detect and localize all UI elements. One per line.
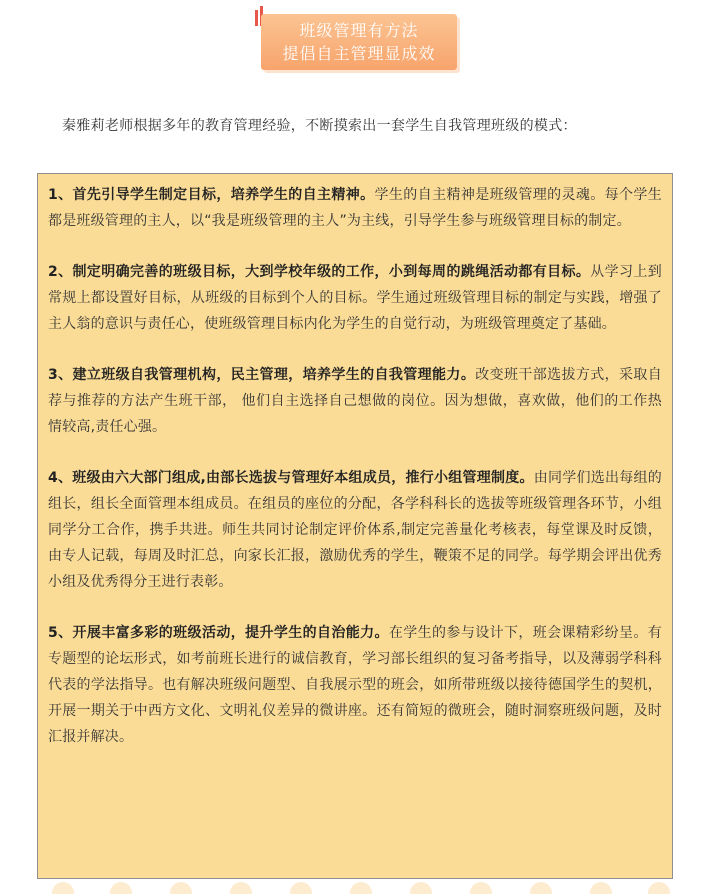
method-item-3 xyxy=(48,362,662,440)
dot-decoration xyxy=(410,882,432,894)
dot-decoration xyxy=(350,882,372,894)
method-heading: 2、制定明确完善的班级目标，大到学校年级的工作，小到每周的跳绳活动都有目标。 xyxy=(48,264,591,280)
method-body: 在学生的参与设计下，班会课精彩纷呈。有专题型的论坛形式，如考前班长进行的诚信教育，学习部长组织的复习备考指导，以及薄弱学科科代表的学法指导。也有解决班级问题型、自我展示型的班会，如所带班级以接待德国学生的契机，开展一期关于中西方文化、文明礼仪差异的微讲座。还有简短的微班会，随时洞察班级问题，及时汇报并解决。 xyxy=(48,625,662,745)
banner-title-line1: 班级管理有方法 xyxy=(299,21,419,40)
method-heading: 5、开展丰富多彩的班级活动，提升学生的自治能力。 xyxy=(48,625,389,641)
section-banner xyxy=(253,6,463,76)
dot-decoration xyxy=(530,882,552,894)
dot-decoration xyxy=(290,882,312,894)
dot-decoration xyxy=(230,882,252,894)
dot-decoration xyxy=(470,882,492,894)
dot-decoration xyxy=(52,882,74,894)
method-heading: 3、建立班级自我管理机构，民主管理，培养学生的自我管理能力。 xyxy=(48,367,476,383)
method-item-5 xyxy=(48,620,662,750)
intro-paragraph: 秦雅莉老师根据多年的教育管理经验，不断摸索出一套学生自我管理班级的模式： xyxy=(62,118,577,134)
method-item-4 xyxy=(48,465,662,595)
banner-title-box xyxy=(261,14,457,70)
banner-title-line2: 提倡自主管理显成效 xyxy=(282,44,436,63)
method-body: 由同学们选出每组的组长，组长全面管理本组成员。在组员的座位的分配，各学科科长的选拔等班级管理各环节，小组同学分工合作，携手共进。师生共同讨论制定评价体系,制定完善量化考核表，每堂课及时反馈，由专人记载，每周及时汇总，向家长汇报，激励优秀的学生，鞭策不足的同学。每学期会评出优秀小组及优秀得分王进行表彰。 xyxy=(48,470,662,590)
method-heading: 1、首先引导学生制定目标，培养学生的自主精神。 xyxy=(48,187,375,203)
method-item-1 xyxy=(48,182,662,234)
method-heading: 4、班级由六大部门组成,由部长选拔与管理好本组成员，推行小组管理制度。 xyxy=(48,470,534,486)
method-body: 从学习上到常规上都设置好目标，从班级的目标到个人的目标。学生通过班级管理目标的制定与实践，增强了主人翁的意识与责任心，使班级管理目标内化为学生的自觉行动，为班级管理奠定了基础。 xyxy=(48,264,662,332)
dot-decoration xyxy=(590,882,612,894)
dot-decoration xyxy=(170,882,192,894)
method-item-2 xyxy=(48,259,662,337)
decorative-dots xyxy=(0,880,711,894)
dot-decoration xyxy=(648,882,670,894)
method-body: 学生的自主精神是班级管理的灵魂。每个学生都是班级管理的主人，以“我是班级管理的主人”为主线，引导学生参与班级管理目标的制定。 xyxy=(48,187,663,229)
dot-decoration xyxy=(110,882,132,894)
methods-box xyxy=(37,173,673,879)
method-body: 改变班干部选拔方式，采取自荐与推荐的方法产生班干部， 他们自主选择自己想做的岗位。因为想做，喜欢做，他们的工作热情较高,责任心强。 xyxy=(48,367,662,435)
